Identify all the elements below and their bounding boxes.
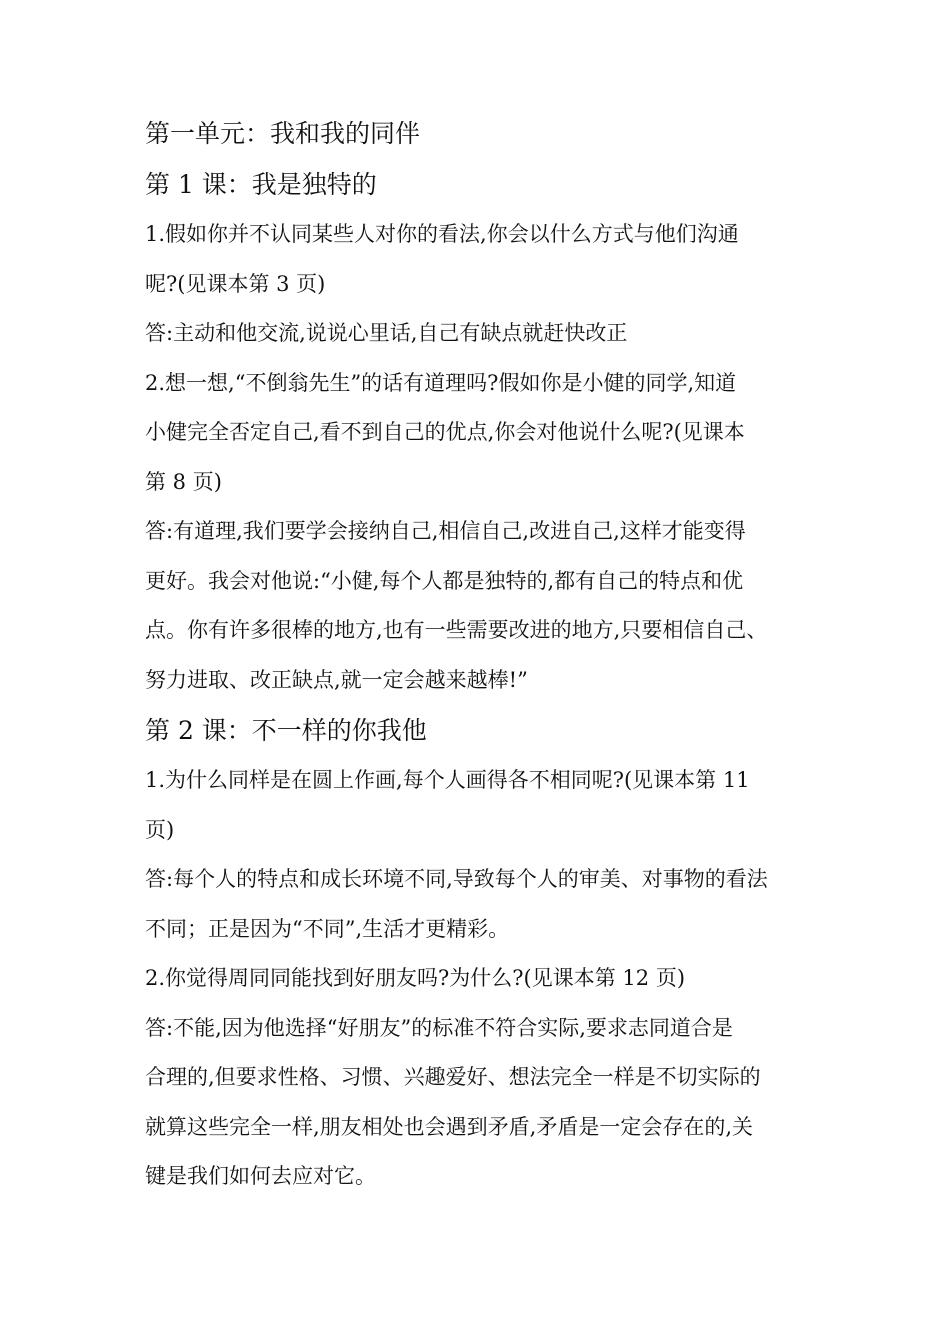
text-line: 2.想一想,“不倒翁先生”的话有道理吗?假如你是小健的同学,知道 (145, 370, 737, 395)
text-line: 答:主动和他交流,说说心里话,自己有缺点就赶快改正 (145, 321, 628, 345)
question (145, 359, 810, 508)
text-line: 点。你有许多很棒的地方,也有一些需要改进的地方,只要相信自己、 (145, 618, 768, 642)
unit-title: 第一单元：我和我的同伴 (145, 119, 421, 148)
answer (145, 855, 810, 954)
answer (145, 507, 810, 705)
question (145, 954, 810, 1004)
text-line: 呢?(见课本第 3 页) (145, 271, 326, 296)
text-line: 键是我们如何去应对它。 (145, 1164, 376, 1188)
text-line: 第 8 页) (145, 469, 222, 494)
text-line: 合理的,但要求性格、习惯、兴趣爱好、想法完全一样是不切实际的 (145, 1065, 761, 1089)
text-line: 答:有道理,我们要学会接纳自己,相信自己,改进自己,这样才能变得 (145, 519, 746, 543)
text-line: 答:不能,因为他选择“好朋友”的标准不符合实际,要求志同道合是 (145, 1015, 733, 1040)
text-line: 2.你觉得周同同能找到好朋友吗?为什么?(见课本第 12 页) (145, 966, 686, 990)
text-line: 1.为什么同样是在圆上作画,每个人画得各不相同呢?(见课本第 11 (145, 768, 750, 792)
text-line: 答:每个人的特点和成长环境不同,导致每个人的审美、对事物的看法 (145, 867, 768, 891)
text-line: 1.假如你并不认同某些人对你的看法,你会以什么方式与他们沟通 (145, 222, 739, 246)
question (145, 210, 810, 309)
answer (145, 309, 810, 359)
text-line: 页) (145, 817, 175, 842)
text-line: 努力进取、改正缺点,就一定会越来越棒!” (145, 667, 528, 692)
text-line: 不同；正是因为“不同”,生活才更精彩。 (145, 916, 510, 941)
answer (145, 1004, 810, 1202)
lesson-title: 第 1 课：我是独特的 (145, 170, 377, 199)
text-line: 就算这些完全一样,朋友相处也会遇到矛盾,矛盾是一定会存在的,关 (145, 1114, 754, 1139)
text-line: 小健完全否定自己,看不到自己的优点,你会对他说什么呢?(见课本 (145, 420, 745, 444)
question (145, 756, 810, 855)
lesson-title: 第 2 课：不一样的你我他 (145, 716, 427, 745)
text-line: 更好。我会对他说:“小健,每个人都是独特的,都有自己的特点和优 (145, 568, 744, 593)
document-page (145, 108, 810, 1202)
